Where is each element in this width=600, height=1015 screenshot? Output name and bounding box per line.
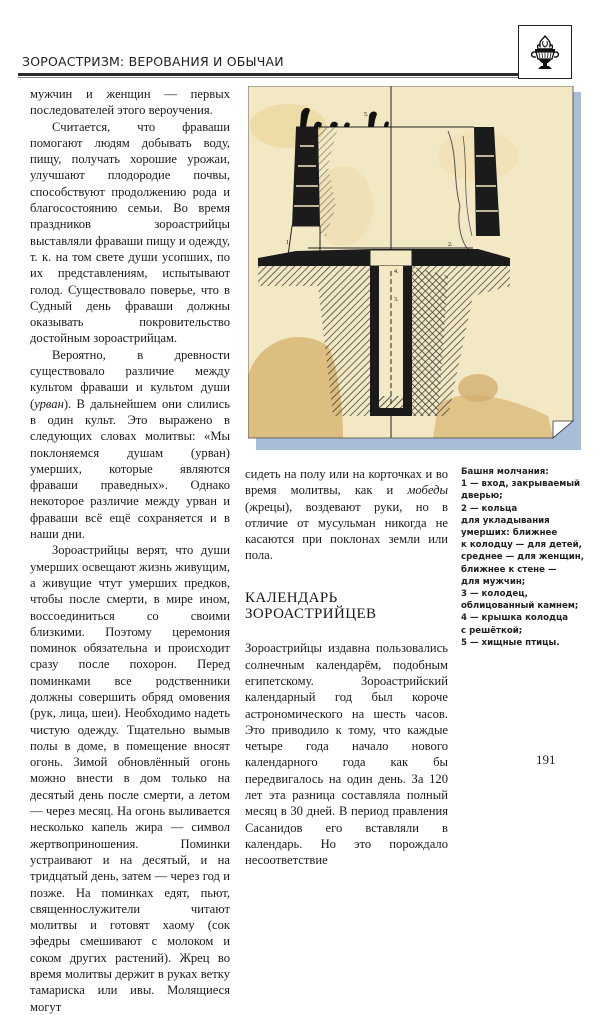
page-number: 191	[536, 752, 556, 767]
middle-text-column	[245, 466, 448, 869]
header-rule-thin	[18, 77, 518, 78]
italic-term: мобеды	[407, 483, 448, 498]
caption-line: облицованный камнем;	[461, 601, 579, 612]
caption-line: к колодцу — для детей,	[461, 540, 582, 551]
caption-line: 2 — кольца	[461, 503, 518, 514]
paragraph	[30, 347, 230, 543]
section-heading: КАЛЕНДАРЬ ЗОРОАСТРИЙЦЕВ	[245, 589, 377, 623]
caption-line: для мужчин;	[461, 576, 526, 587]
text-run: ). В дальнейшем они слились в один культ. Это выражено в следующих словах молитвы: «Мы поклоняемся душам (урван) умерших, которые являются фраваши праведных». Однако некоторое различие между урван и фраваши всё ещё сохраняется и в наши дни.	[30, 396, 230, 542]
caption-line: дверью;	[461, 491, 503, 502]
chapter-title: ЗОРОАСТРИЗМ: ВЕРОВАНИЯ И ОБЫЧАИ	[22, 54, 284, 69]
caption-line: Башня молчания:	[461, 467, 549, 477]
italic-term: урван	[34, 396, 64, 411]
paragraph: Считается, что фраваши помогают людям добывать воду, пищу, получать хорошие урожаи, улучшают плодородие почвы, способствуют продолжению рода и благосостоянию семьи. Во время праздников зороастрийцы выставляли фраваши пищу и одежду, т. к. на том свете души усопших, по их представлениям, испытывают голод. Существовало поверье, что в Судный день фраваши должны оказывать покровительство достойным зороастрийцам.	[30, 119, 231, 346]
text-run: (жрецы), воздевают руки, но в отличие от мусульман никогда не касаются при поклонах земли или пола.	[245, 499, 448, 563]
paragraph: Зороастрийцы верят, что души умерших освещают жизнь живущим, а живущие чтут умерших предков, чтобы после смерти, в мире ином, воссоединиться со своими близкими. Поэтому церемония поминок обязательна и происходит сразу после похорон. Перед поминками все родственники должны совершить обряд омовения (рук, лица, шеи). Необходимо надеть чистую одежду. Тщательно вымыв полы в доме, в помещение вносят огонь. Зимой обновлённый огонь можно внести в дом только на десятый день после смерти, а летом — через месяц. На огонь выливается несколько капель жира — символ жертвоприношения. Поминки устраивают и на десятый, и на тридцатый день, затем — через год и позже. На поминках едят, пьют, священнослужители читают молитвы и готовят хаому (сок эфедры смешивают с молоком и соком других растений). Жрец во время молитвы держит в руках ветку тамариска или ивы. Молящиеся могут	[30, 543, 230, 1014]
svg-text:1.: 1.	[286, 240, 291, 246]
text-run: Вероятно, в древности существовало различие между культом фраваши и культом души (	[30, 347, 230, 411]
caption-line: 4 — крышка колодца	[461, 613, 569, 624]
fire-altar-icon	[518, 25, 572, 79]
caption-line: умерших: ближнее	[461, 528, 558, 539]
svg-text:5.: 5.	[364, 112, 369, 118]
paragraph	[245, 466, 448, 564]
svg-text:3.: 3.	[394, 297, 399, 303]
caption-line: ближнее к стене —	[461, 564, 557, 575]
caption-line: с решёткой;	[461, 625, 523, 636]
paragraph: Зороастрийцы издавна пользовались солнечным календарём, подобным египетскому. Зороастрийский календарный год был короче астрономического на шесть часов. Это приводило к тому, что каждые четыре года начало нового календарного года как бы передвигалось на один день. За 120 лет эта разница составляла полный месяц в 30 дней. В период правления Сасанидов его вставляли в календарь. Но это порождало несоответствие	[245, 641, 448, 868]
caption-line: среднее — для женщин,	[461, 552, 584, 563]
paragraph: мужчин и женщин — первых последователей этого вероучения.	[30, 87, 230, 118]
figure-caption	[461, 466, 589, 649]
caption-line: 1 — вход, закрываемый	[461, 479, 581, 490]
text-run: сидеть на полу или на корточках и во время молитвы, как и	[245, 467, 448, 498]
caption-line: 5 — хищные птицы.	[461, 637, 560, 648]
caption-line: 3 — колодец,	[461, 589, 528, 600]
svg-text:4.: 4.	[394, 269, 399, 275]
running-header	[18, 36, 518, 80]
header-rule	[18, 73, 518, 76]
left-text-column	[30, 86, 230, 1015]
svg-text:2.: 2.	[448, 242, 453, 248]
tower-of-silence-illustration	[248, 86, 583, 454]
caption-line: для укладывания	[461, 515, 550, 526]
